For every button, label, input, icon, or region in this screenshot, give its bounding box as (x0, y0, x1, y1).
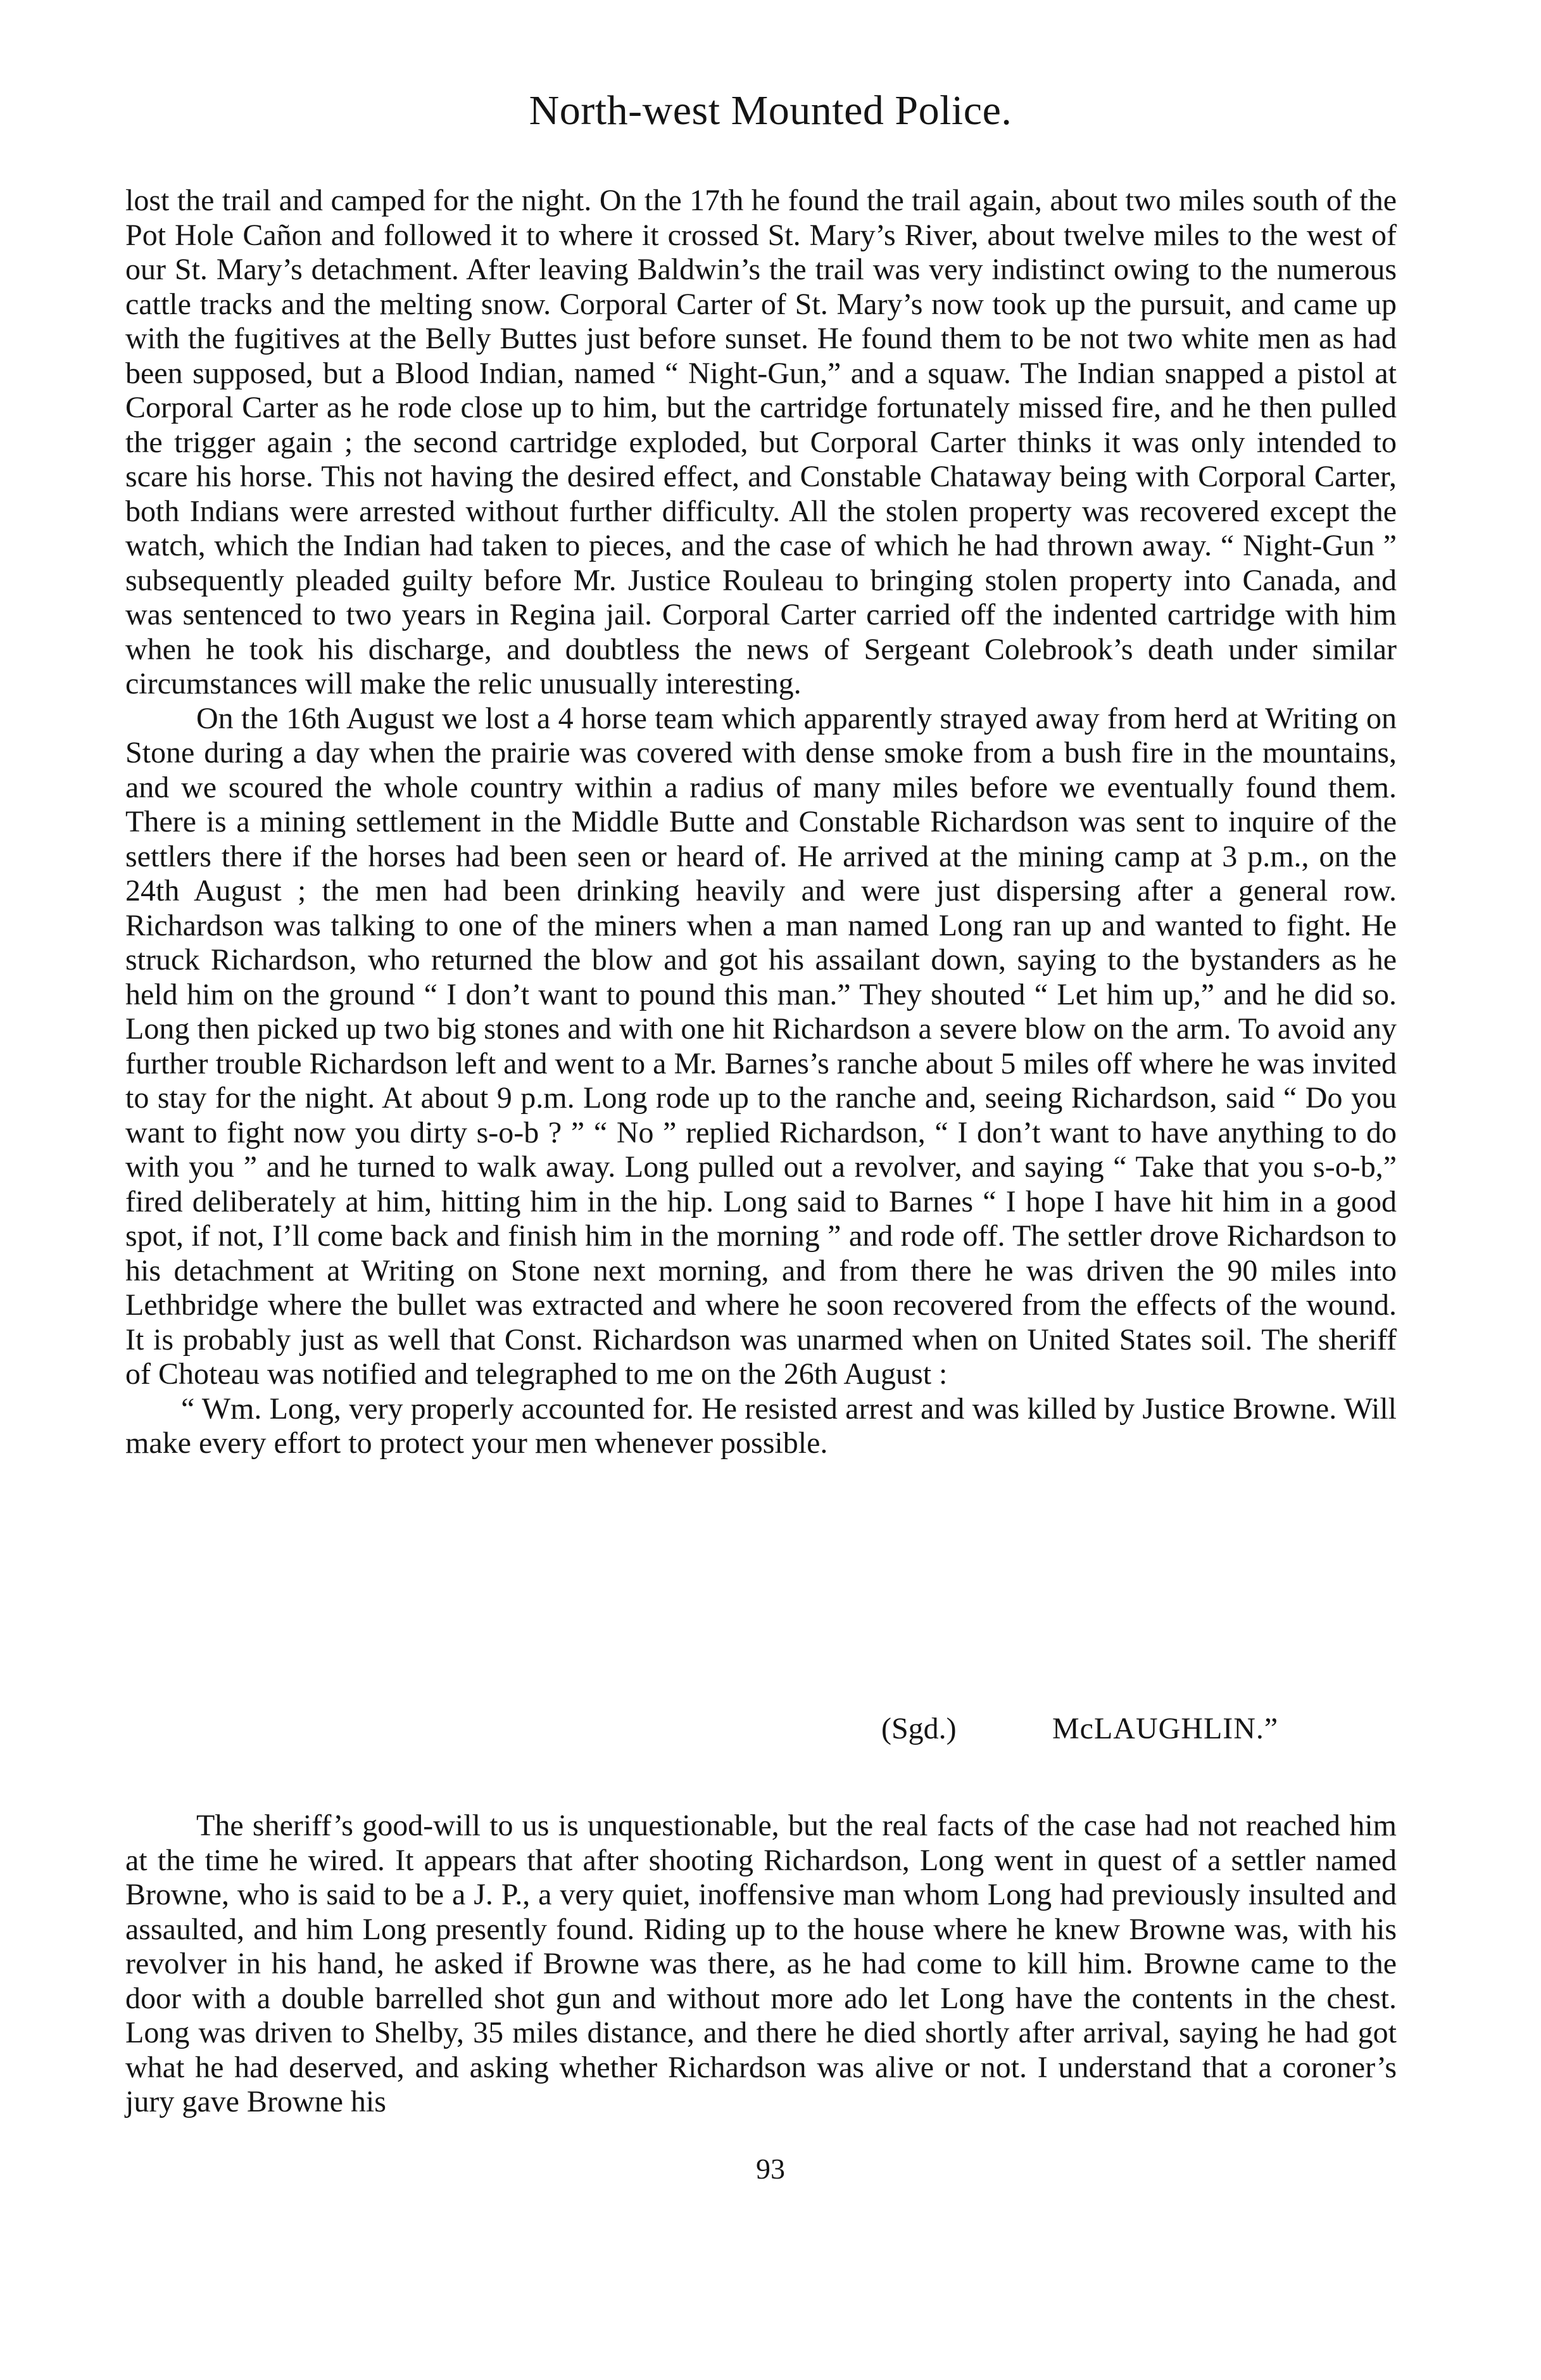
page-number: 93 (756, 2153, 785, 2185)
paragraph-horse-team: On the 16th August we lost a 4 horse team which apparently strayed away from herd at Writing on Stone during a day when the prairie was covered with dense smoke from a bush fire in the mountains, and we scoured the whole country within a radius of many miles before we eventually found them. There is a mining settlement in the Middle Butte and Constable Richardson was sent to inquire of the settlers there if the horses had been seen or heard of. He arrived at the mining camp at 3 p.m., on the 24th August ; the men had been drinking heavily and were just dispersing after a general row. Richardson was talking to one of the miners when a man named Long ran up and wanted to fight. He struck Richardson, who returned the blow and got his assailant down, saying to the bystanders as he held him on the ground “ I don’t want to pound this man.” They shouted “ Let him up,” and he did so. Long then picked up two big stones and with one hit Richardson a severe blow on the arm. To avoid any further trouble Richardson left and went to a Mr. Barnes’s ranche about 5 miles off where he was invited to stay for the night. At about 9 p.m. Long rode up to the ranche and, seeing Richardson, said “ Do you want to fight now you dirty s-o-b ? ” “ No ” replied Richardson, “ I don’t want to have anything to do with you ” and he turned to walk away. Long pulled out a revolver, and saying “ Take that you s-o-b,” fired deliberately at him, hitting him in the hip. Long said to Barnes “ I hope I have hit him in a good spot, if not, I’ll come back and finish him in the morning ” and rode off. The settler drove Richardson to his detachment at Writing on Stone next morning, and from there he was driven the 90 miles into Lethbridge where the bullet was extracted and where he soon recovered from the effects of the wound. It is probably just as well that Const. Richardson was unarmed when on United States soil. The sheriff of Choteau was notified and telegraphed to me on the 26th August : (125, 701, 1397, 1391)
telegram-quote: “ Wm. Long, very properly accounted for. He resisted arrest and was killed by Justice Browne. Will make every effort to protect your men whenever possible. (125, 1391, 1397, 1460)
paragraph-continued: lost the trail and camped for the night. On the 17th he found the trail again, about two miles south of the Pot Hole Cañon and followed it to where it crossed St. Mary’s River, about twelve miles to the west of our St. Mary’s detachment. After leaving Baldwin’s the trail was very indistinct owing to the numerous cattle tracks and the melting snow. Corporal Carter of St. Mary’s now took up the pursuit, and came up with the fugitives at the Belly Buttes just before sunset. He found them to be not two white men as had been supposed, but a Blood Indian, named “ Night-Gun,” and a squaw. The Indian snapped a pistol at Corporal Carter as he rode close up to him, but the cartridge fortunately missed fire, and he then pulled the trigger again ; the second cartridge exploded, but Corporal Carter thinks it was only intended to scare his horse. This not having the desired effect, and Constable Chataway being with Corporal Carter, both Indians were arrested without further difficulty. All the stolen property was recovered except the watch, which the Indian had taken to pieces, and the case of which he had thrown away. “ Night-Gun ” subsequently pleaded guilty before Mr. Justice Rouleau to bringing stolen property into Canada, and was sentenced to two years in Regina jail. Corporal Carter carried off the indented cartridge with him when he took his discharge, and doubtless the news of Sergeant Colebrook’s death under similar circumstances will make the relic unusually interesting. (125, 184, 1397, 700)
signature-name: McLAUGHLIN.” (1052, 1712, 1279, 1745)
running-title: North-west Mounted Police. (529, 87, 1012, 134)
body-column (125, 184, 1397, 1461)
paragraph-sheriff: The sheriff’s good-will to us is unquestionable, but the real facts of the case had not reached him at the time he wired. It appears that after shooting Richardson, Long went in quest of a settler named Browne, who is said to be a J. P., a very quiet, inoffensive man whom Long had previously insulted and assaulted, and him Long presently found. Riding up to the house where he knew Browne was, with his revolver in his hand, he asked if Browne was there, as he had come to kill him. Browne came to the door with a double barrelled shot gun and without more ado let Long have the contents in the chest. Long was driven to Shelby, 35 miles distance, and there he died shortly after arrival, saying he had got what he had deserved, and asking whether Richardson was alive or not. I understand that a coroner’s jury gave Browne his (125, 1809, 1397, 2118)
signature-sgd: (Sgd.) (881, 1712, 957, 1745)
